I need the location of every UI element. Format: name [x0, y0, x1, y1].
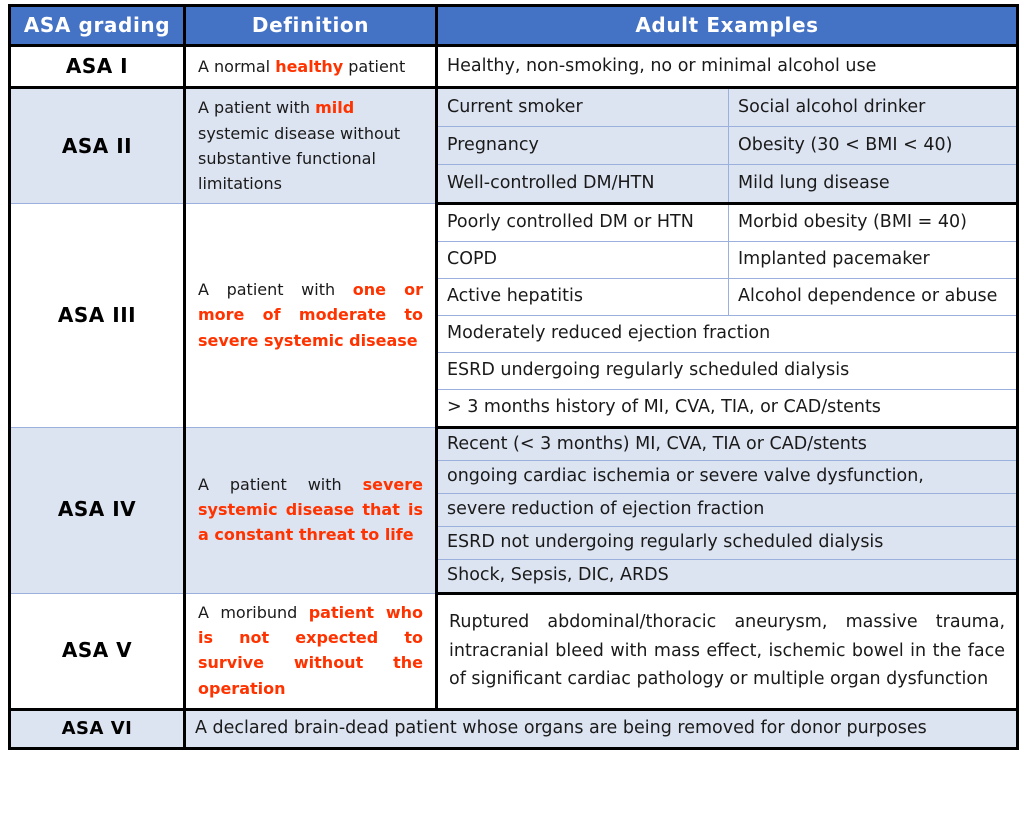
definition-text-pre: A patient with: [198, 98, 316, 118]
example-cell: COPD: [437, 242, 729, 279]
header-adult-examples: Adult Examples: [437, 6, 1018, 46]
grade-label-asa-2: ASA II: [10, 88, 185, 204]
table-row-asa-3-a: [10, 204, 1018, 242]
definition-text-pre: A moribund: [198, 602, 309, 622]
table-row-asa-2-a: [10, 88, 1018, 127]
example-cell: Poorly controlled DM or HTN: [437, 204, 729, 242]
example-cell: ESRD undergoing regularly scheduled dialysis: [437, 352, 1018, 389]
asa-classification-table: [8, 4, 1019, 750]
example-cell: Active hepatitis: [437, 279, 729, 316]
example-cell: Alcohol dependence or abuse: [729, 279, 1018, 316]
example-cell: severe reduction of ejection fraction: [437, 494, 1018, 527]
example-cell: ESRD not undergoing regularly scheduled dialysis: [437, 527, 1018, 560]
definition-asa-5: [185, 593, 437, 709]
definition-text-pre: A normal: [198, 56, 276, 76]
definition-asa-4: [185, 427, 437, 593]
definition-highlight: mild: [315, 98, 355, 118]
table-row-asa-1: [10, 46, 1018, 88]
table-header-row: [10, 6, 1018, 46]
table-row-asa-6: [10, 709, 1018, 749]
definition-highlight: healthy: [275, 56, 344, 76]
definition-asa-2: [185, 88, 437, 204]
example-cell: Morbid obesity (BMI = 40): [729, 204, 1018, 242]
asa-classification-table-container: [8, 4, 1016, 750]
definition-text-pre: A patient with: [198, 280, 353, 300]
grade-label-asa-1: ASA I: [10, 46, 185, 88]
example-cell: Implanted pacemaker: [729, 242, 1018, 279]
grade-label-asa-6: ASA VI: [10, 709, 185, 749]
definition-asa-1: [185, 46, 437, 88]
header-asa-grading: ASA grading: [10, 6, 185, 46]
example-asa-5: Ruptured abdominal/thoracic aneurysm, massive trauma, intracranial bleed with mass effect, ischemic bowel in the face of significant cardiac pathology or multiple organ dysfunction: [437, 593, 1018, 709]
example-cell: Moderately reduced ejection fraction: [437, 315, 1018, 352]
example-cell: ongoing cardiac ischemia or severe valve dysfunction,: [437, 461, 1018, 494]
example-cell: Social alcohol drinker: [729, 88, 1018, 127]
example-cell: Well-controlled DM/HTN: [437, 165, 729, 204]
example-cell: Obesity (30 < BMI < 40): [729, 127, 1018, 165]
example-cell: Shock, Sepsis, DIC, ARDS: [437, 559, 1018, 593]
definition-highlight: severe systemic disease that is a constant threat to life: [198, 474, 423, 545]
grade-label-asa-5: ASA V: [10, 593, 185, 709]
table-row-asa-5: [10, 593, 1018, 709]
example-cell: Current smoker: [437, 88, 729, 127]
example-asa-1: Healthy, non-smoking, no or minimal alcohol use: [437, 46, 1018, 88]
example-cell: Pregnancy: [437, 127, 729, 165]
header-definition: Definition: [185, 6, 437, 46]
grade-label-asa-4: ASA IV: [10, 427, 185, 593]
example-cell: Recent (< 3 months) MI, CVA, TIA or CAD/stents: [437, 427, 1018, 461]
definition-asa-3: [185, 204, 437, 427]
definition-asa-6: A declared brain-dead patient whose organs are being removed for donor purposes: [185, 709, 1018, 749]
definition-highlight: patient who is not expected to survive without the operation: [198, 602, 424, 698]
definition-text-pre: A patient with: [198, 474, 363, 494]
grade-label-asa-3: ASA III: [10, 204, 185, 427]
example-cell: > 3 months history of MI, CVA, TIA, or CAD/stents: [437, 389, 1018, 427]
table-row-asa-4-a: [10, 427, 1018, 461]
definition-highlight: one or more of moderate to severe systemic disease: [198, 280, 423, 350]
definition-text-post: patient: [343, 56, 406, 76]
definition-text-post: systemic disease without substantive functional limitations: [198, 123, 401, 194]
example-cell: Mild lung disease: [729, 165, 1018, 204]
